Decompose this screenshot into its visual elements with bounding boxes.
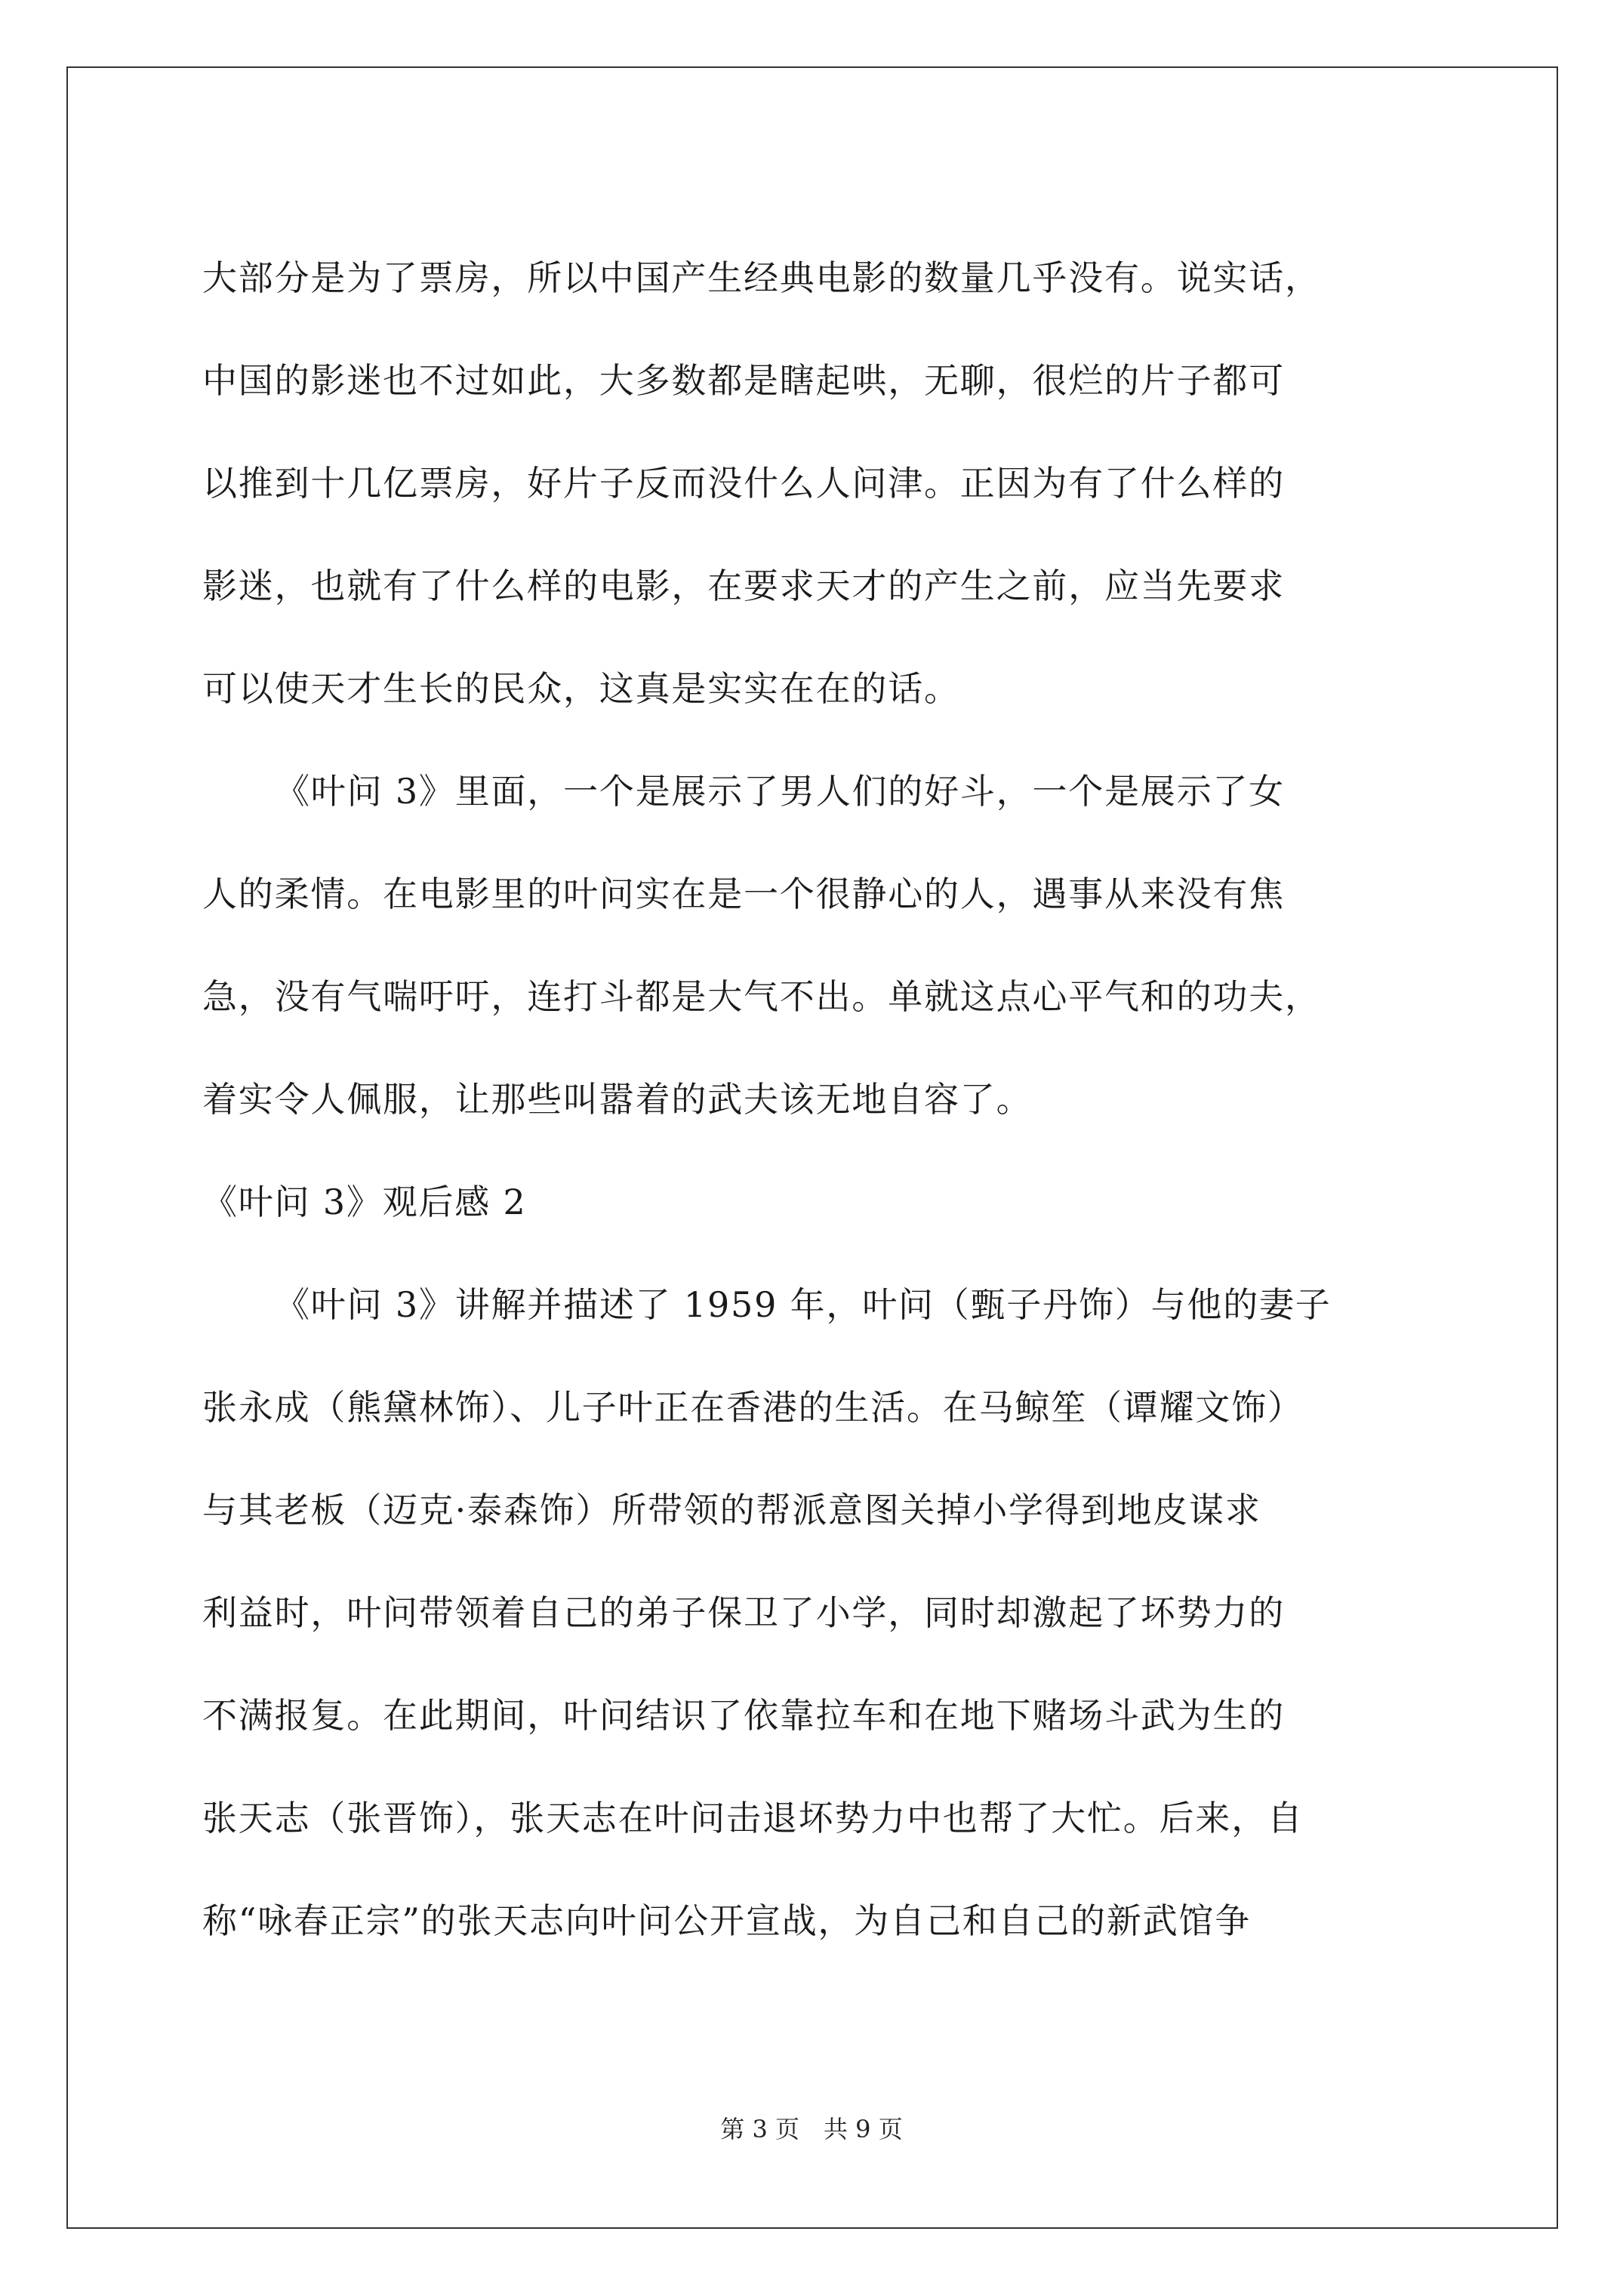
paragraph-line: 《叶问 3》讲解并描述了 1959 年，叶问（甄子丹饰）与他的妻子 [275, 1284, 1332, 1325]
paragraph-line: 不满报复。在此期间，叶问结识了依靠拉车和在地下赌场斗武为生的 [202, 1695, 1285, 1736]
paragraph-line: 张永成（熊黛林饰）、儿子叶正在香港的生活。在马鲸笙（谭耀文饰） [202, 1387, 1304, 1428]
paragraph-line: 与其老板（迈克·泰森饰）所带领的帮派意图关掉小学得到地皮谋求 [202, 1490, 1261, 1530]
paragraph-line: 中国的影迷也不过如此，大多数都是瞎起哄，无聊，很烂的片子都可 [202, 360, 1285, 401]
document-body [202, 227, 1434, 1972]
page-number-footer: 第 3 页 共 9 页 [720, 2115, 903, 2143]
paragraph-line: 着实令人佩服，让那些叫嚣着的武夫该无地自容了。 [202, 1079, 1033, 1120]
paragraph-line: 张天志（张晋饰），张天志在叶问击退坏势力中也帮了大忙。后来，自 [202, 1798, 1304, 1838]
paragraph-line: 急，没有气喘吁吁，连打斗都是大气不出。单就这点心平气和的功夫， [202, 976, 1321, 1017]
paragraph-line: 可以使天才生长的民众，这真是实实在在的话。 [202, 668, 960, 709]
paragraph-line: 《叶问 3》里面，一个是展示了男人们的好斗，一个是展示了女 [275, 771, 1286, 812]
paragraph-line: 影迷，也就有了什么样的电影，在要求天才的产生之前，应当先要求 [202, 566, 1285, 606]
paragraph-line: 以推到十几亿票房，好片子反而没什么人问津。正因为有了什么样的 [202, 463, 1285, 504]
paragraph-line: 利益时，叶问带领着自己的弟子保卫了小学，同时却激起了坏势力的 [202, 1592, 1285, 1633]
paragraph-line: 称“咏春正宗”的张天志向叶问公开宣战，为自己和自己的新武馆争 [202, 1900, 1252, 1941]
paragraph-line: 人的柔情。在电影里的叶问实在是一个很静心的人，遇事从来没有焦 [202, 874, 1285, 914]
section-heading: 《叶问 3》观后感 2 [202, 1182, 527, 1222]
paragraph-line: 大部分是为了票房，所以中国产生经典电影的数量几乎没有。说实话， [202, 257, 1321, 298]
